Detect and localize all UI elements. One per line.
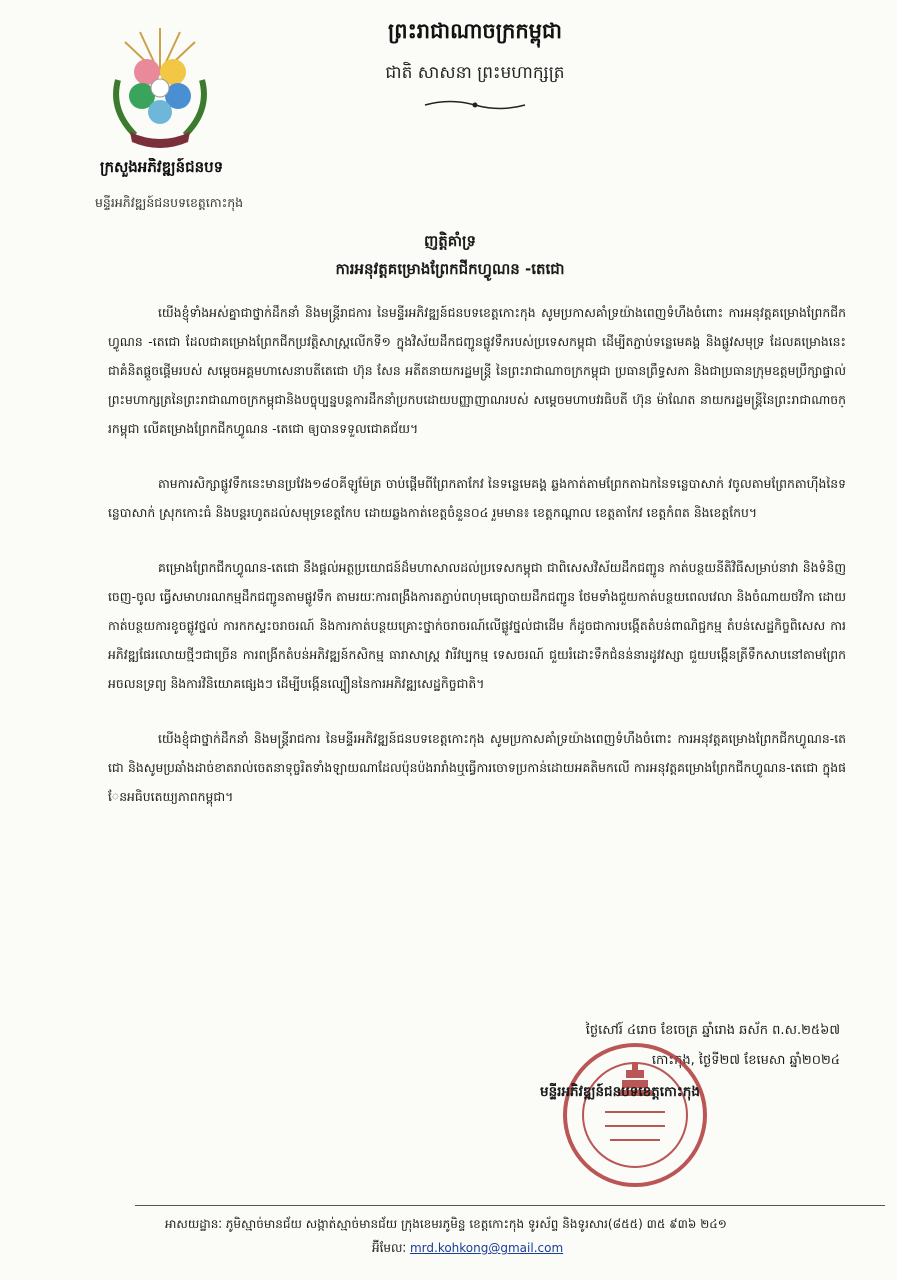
email-link[interactable]: mrd.kohkong@gmail.com bbox=[409, 1241, 564, 1255]
footer-email-line bbox=[372, 1240, 563, 1258]
solar-date: កោះកុង, ថ្ងៃទី២៧ ខែមេសា ឆ្នាំ២០២៤ bbox=[651, 1053, 840, 1068]
footer-address: អាសយដ្ឋានៈ ភូមិស្មាច់មានជ័យ សង្កាត់ស្មាច់មានជ័យ ក្រុងខេមរភូមិន្ទ ខេត្តកោះកុង ទូរស័ព្ទ និងទូរសារ(៨៥៥) ៣៥ ៩៣៦ ២៤១ bbox=[165, 1217, 727, 1231]
ministry-name: ក្រសួងអភិវឌ្ឍន៍ជនបទ bbox=[100, 158, 224, 176]
kingdom-heading: ព្រះរាជាណាចក្រកម្ពុជា bbox=[387, 19, 562, 43]
official-seal-icon bbox=[560, 1040, 710, 1190]
document-subtitle: ការអនុវត្តគម្រោងព្រែកជីកហ្វូណន -តេជោ bbox=[335, 260, 565, 278]
lunar-date: ថ្ងៃសៅរ៍ ៤រោច ខែចេត្រ ឆ្នាំរោង ឆស័ក ព.ស.២៥៦៧ bbox=[585, 1023, 840, 1038]
ministry-logo-icon bbox=[100, 20, 220, 155]
national-motto: ជាតិ សាសនា ព្រះមហាក្សត្រ bbox=[385, 63, 565, 83]
footer-divider bbox=[135, 1205, 885, 1206]
paragraph-1: យើងខ្ញុំទាំងអស់គ្នាជាថ្នាក់ដឹកនាំ និងមន្ត្រីរាជការ នៃមន្ទីរអភិវឌ្ឍន៍ជនបទខេត្តកោះកុង សូមប្រកាសគាំទ្រយ៉ាងពេញទំហឹងចំពោះ ការអនុវត្តគម្រោងព្រែកជីកហ្វូណន -តេជោ ដែលជាគម្រោងព្រែកជីកប្រវត្តិសាស្ត្រលើកទី១ ក្នុងវិស័យដឹកជញ្ជូនផ្លូវទឹករបស់ប្រទេសកម្ពុជា ដើម្បីតភ្ជាប់ទន្លេមេគង្គ និងផ្លូវសមុទ្រ ដែលគម្រោងនេះ ជាគំនិតផ្តួចផ្តើមរបស់ សម្តេចអគ្គមហាសេនាបតីតេជោ ហ៊ុន សែន អតីតនាយករដ្ឋមន្ត្រី នៃព្រះរាជាណាចក្រកម្ពុជា ប្រធានព្រឹទ្ធសភា និងជាប្រធានក្រុមឧត្តមប្រឹក្សាផ្ទាល់ព្រះមហាក្សត្រនៃព្រះរាជាណាចក្រកម្ពុជានិងបច្ចុប្បន្នបន្តការដឹកនាំប្រកបដោយបញ្ញាញាណរបស់ សម្តេចមហាបវរធិបតី ហ៊ុន ម៉ាណែត នាយករដ្ឋមន្ត្រីនៃព្រះរាជាណាចក្រកម្ពុជា លើគម្រោងព្រែកជីកហ្វូណន -តេជោ ឲ្យបានទទួលជោគជ័យ។ bbox=[108, 305, 846, 436]
department-name: មន្ទីរអភិវឌ្ឍន៍ជនបទខេត្តកោះកុង bbox=[95, 195, 244, 210]
signer-office: មន្ទីរអភិវឌ្ឍន៍ជនបទខេត្តកោះកុង bbox=[540, 1084, 700, 1100]
ornament-divider-icon bbox=[420, 98, 530, 112]
email-label: អ៊ីមែលៈ bbox=[372, 1241, 407, 1255]
paragraph-4: យើងខ្ញុំជាថ្នាក់ដឹកនាំ និងមន្ត្រីរាជការ នៃមន្ទីរអភិវឌ្ឍន៍ជនបទខេត្តកោះកុង សូមប្រកាសគាំទ្រយ៉ាងពេញទំហឹងចំពោះ ការអនុវត្តគម្រោងព្រែកជីកហ្វូណន-តេជោ និងសូមប្រឆាំងដាច់ខាតរាល់ចេតនាទុច្ចរិតទាំងឡាយណាដែលប៉ុនប៉ងរារាំងឬធ្វើការចោទប្រកាន់ដោយអគតិមកលើ ការអនុវត្តគម្រោងព្រែកជីកហ្វូណន-តេជោ ក្នុងផែនអធិបតេយ្យភាពកម្ពុជា។ bbox=[108, 731, 846, 804]
document-title: ញត្តិគាំទ្រ bbox=[423, 232, 477, 250]
paragraph-2: តាមការសិក្សាផ្លូវទឹកនេះមានប្រវែង១៨០គីឡូម៉ែត្រ ចាប់ផ្តើមពីព្រែកតាកែវ នៃទន្លេមេគង្គ ឆ្លងកាត់តាមព្រែកតាឯកនៃទន្លេបាសាក់ វចូលតាមព្រែកតាហ៊ីងនៃទន្លេបាសាក់ ស្រុកកោះធំ និងបន្តរហូតដល់សមុទ្រខេត្តកែប ដោយឆ្លងកាត់ខេត្តចំនួន០៤ រួមមាន៖ ខេត្តកណ្តាល ខេត្តតាកែវ ខេត្តកំពត និងខេត្តកែប។ bbox=[108, 476, 846, 520]
document-body bbox=[108, 298, 846, 837]
paragraph-3: គម្រោងព្រែកជីកហ្វូណន-តេជោ នឹងផ្តល់អត្ថប្រយោជន៍ដ៏មហាសាលដល់ប្រទេសកម្ពុជា ជាពិសេសវិស័យដឹកជញ្ជូន កាត់បន្ថយនីតិវិធីសម្រាប់នាវា និងទំនិញចេញ-ចូល ធ្វើសមាហរណកម្មដឹកជញ្ជូនតាមផ្លូវទឹក តាមរយៈការពង្រឹងការតភ្ជាប់ពហុមធ្យោបាយដឹកជញ្ជូន ថែមទាំងជួយកាត់បន្ថយពេលវេលា និងចំណាយថវិកា ដោយកាត់បន្ថយការខូចផ្លូវថ្នល់ ការកកស្ទះចរាចរណ៍ និងការកាត់បន្ថយគ្រោះថ្នាក់ចរាចរណ៍លើផ្លូវថ្នល់ជាដើម ក៏ដូចជាការបង្កើតតំបន់ពាណិជ្ជកម្ម តំបន់សេដ្ឋកិច្ចពិសេស ការអភិវឌ្ឍផែរលោយថ្មីៗជាច្រើន ការពង្រីកតំបន់អភិវឌ្ឍន៍កសិកម្ម ធារាសាស្ត្រ វារីវប្បកម្ម ទេសចរណ៍ ជួយរំដោះទឹកជំនន់នារដូវវស្សា ជួយបង្កើនត្រីទឹកសាបនៅតាមព្រែក អចលនទ្រព្យ និងការវិនិយោគផ្សេងៗ ដើម្បីបង្កើនល្បឿននៃការអភិវឌ្ឍសេដ្ឋកិច្ចជាតិ។ bbox=[108, 560, 846, 691]
